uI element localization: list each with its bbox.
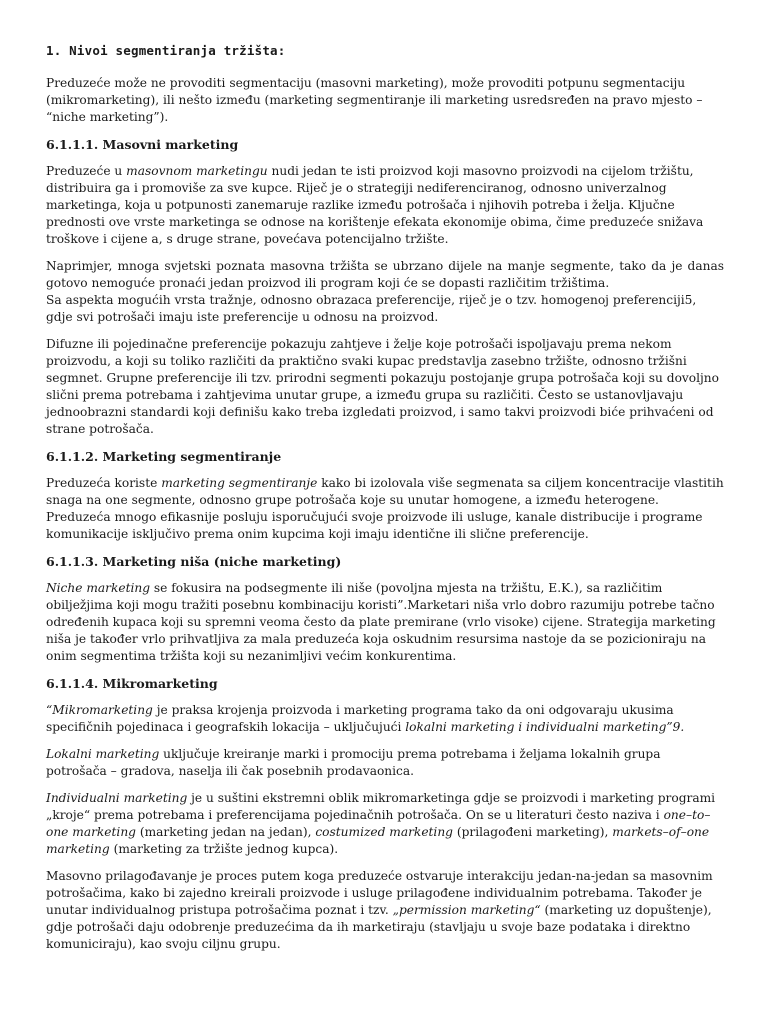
text-run: nudi jedan te isti proizvod koji masovno proizvodi na cijelom tržištu, distribuira ga i promoviše za sve kupce. Riječ je o strategiji nediferenciranog, odnosno univerzalnog marketinga, koja u potpunosti zanemaruje razlike između potrošača i njihovih potreba i želja. Ključne prednosti ove vrste marketinga se odnose na korištenje efekata ekonomije obima, čime preduzeće snižava troškove i cijene a, s druge strane, povećava potencijalno tržište.	[46, 164, 704, 246]
section-heading-nisa: 6.1.1.3. Marketing niša (niche marketing)	[46, 554, 342, 569]
mikromarketing-paragraph-2	[46, 746, 724, 780]
text-run: kako bi izolovala više segmenata sa ciljem koncentracije vlastitih snaga na one segmente, odnosno grupe potrošača koje su unutar homogene, a između heterogene. Preduzeća mnogo efikasnije posluju isporučujući svoje proizvode ili usluge, kanale distribucije i programe komunikacije isključivo prema onim kupcima koji imaju identične ili slične preferencije.	[46, 476, 724, 541]
text-run: Preduzeće u	[46, 164, 127, 178]
italic-term: marketing segmentiranje	[161, 476, 318, 490]
text-run: je praksa krojenja proizvoda i marketing programa tako da oni odgovaraju ukusima specifičnih pojedinaca i geografskih lokacija – uključujući	[46, 703, 674, 734]
italic-term: masovnom marketingu	[126, 164, 268, 178]
page-title: 1. Nivoi segmentiranja tržišta:	[46, 43, 286, 58]
italic-term: “Mikromarketing	[46, 703, 153, 717]
italic-term: Niche marketing	[46, 581, 151, 595]
italic-term: Individualni marketing	[46, 791, 188, 805]
text-run: Masovno prilagođavanje je proces putem koga preduzeće ostvaruje interakciju jedan-na-jedan sa masovnim potrošačima, kako bi zajedno kreirali proizvode i usluge prilagođene individualnim potrebama. Također je unutar individualnog pristupa potrošačima poznat i tzv.	[46, 869, 713, 917]
masovni-paragraph-3: Sa aspekta mogućih vrsta tražnje, odnosno obrazaca preferencije, riječ je o tzv. homogenoj preferenciji5, gdje svi potrošači imaju iste preferencije u odnosu na proizvod.	[46, 293, 697, 324]
italic-term: Lokalni marketing	[46, 747, 160, 761]
text-run: se fokusira na podsegmente ili niše (povoljna mjesta na tržištu, E.K.), sa različitim obilježjima koji mogu tražiti posebnu kombinaciju koristi”.Marketari niša vrlo dobro razumiju potrebe tačno određenih kupaca koji su spremni veoma često da plate premirane (vrlo visoke) cijene. Strategija marketing niša je također vrlo prihvatljiva za mala preduzeća koja oskudnim resursima nastoje da se pozicioniraju na onim segmentima tržišta koji su nezanimljivi većim konkurentima.	[46, 581, 716, 663]
masovni-paragraph-4: Difuzne ili pojedinačne preferencije pokazuju zahtjeve i želje koje potrošači ispoljavaju prema nekom proizvodu, a koji su toliko različiti da praktično svaki kupac predstavlja zasebno tržište, odnosno tržišni segmnet. Grupne preferencije ili tzv. prirodni segmenti pokazuju postojanje grupa potrošača koji su dovoljno slični prema potrebama i zahtjevima unutar grupe, a između grupa su različiti. Često se ustanovljavaju jednoobrazni standardi koji definišu kako treba izgledati proizvod, i samo takvi proizvodi biće prihvaćeni od strane potrošača.	[46, 337, 719, 436]
text-run: (marketing jedan na jedan),	[135, 825, 316, 839]
text-run: uključuje kreiranje marki i promociju prema potrebama i željama lokalnih grupa potrošača – gradova, naselja ili čak posebnih prodavaonica.	[46, 747, 661, 778]
italic-term: markets–of–one marketing	[46, 825, 710, 856]
text-run: Preduzeća koriste	[46, 476, 162, 490]
intro-paragraph: Preduzeće može ne provoditi segmentaciju (masovni marketing), može provoditi potpunu segmentaciju (mikromarketing), ili nešto između (marketing segmentiranje ili marketing usredsređen na pravo mjesto – “niche marketing”).	[46, 76, 703, 124]
masovni-paragraph-2: Naprimjer, mnoga svjetski poznata masovna tržišta se ubrzano dijele na manje segmente, tako da je danas gotovo nemoguće pronaći jedan proizvod ili program koji će se dopasti različitim tržištima.	[46, 259, 724, 290]
text-run: (prilagođeni marketing),	[452, 825, 613, 839]
text-run: (marketing uz dopuštenje), gdje potrošači daju odobrenje preduzećima da ih marketiraju (stavljaju u svoje baze podataka i direktno komuniciraju), kao svoju ciljnu grupu.	[46, 903, 712, 951]
section-heading-masovni: 6.1.1.1. Masovni marketing	[46, 137, 239, 152]
italic-term: costumized marketing	[315, 825, 453, 839]
mikromarketing-paragraph-1	[46, 702, 724, 736]
segmentiranje-paragraph	[46, 475, 724, 543]
masovni-paragraph-1	[46, 163, 724, 248]
section-heading-mikromarketing: 6.1.1.4. Mikromarketing	[46, 676, 218, 691]
text-run: (marketing za tržište jednog kupca).	[109, 842, 339, 856]
nisa-paragraph	[46, 580, 724, 665]
mikromarketing-paragraph-4	[46, 868, 724, 953]
italic-term: „permission marketing“	[392, 903, 541, 917]
mikromarketing-paragraph-3	[46, 790, 724, 858]
italic-term: lokalni marketing i individualni marketing”9.	[405, 720, 685, 734]
text-run: je u suštini ekstremni oblik mikromarketinga gdje se proizvodi i marketing programi „kroje“ prema potrebama i preferencijama pojedinačnih potrošača. On se u literaturi često naziva i	[46, 791, 716, 822]
section-heading-segmentiranje: 6.1.1.2. Marketing segmentiranje	[46, 449, 282, 464]
italic-term: one–to–one marketing	[46, 808, 711, 839]
